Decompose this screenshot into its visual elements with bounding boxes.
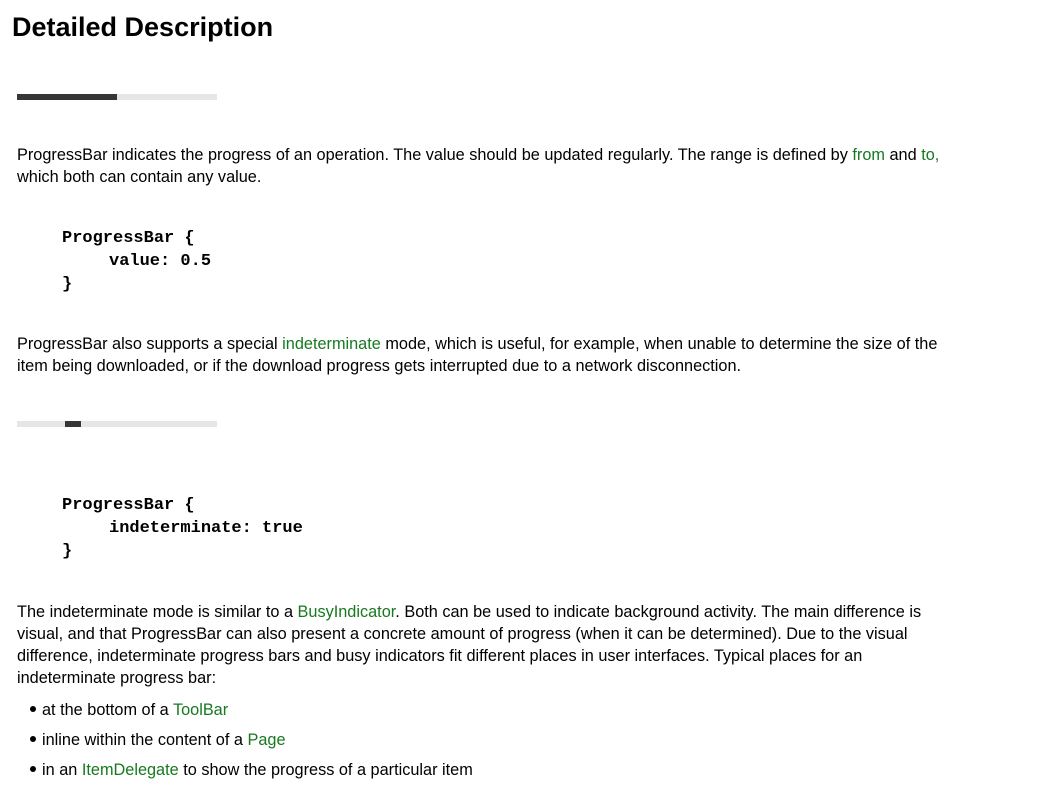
list-item-text: at the bottom of a [42,701,173,719]
link-page[interactable]: Page [247,731,286,749]
indeterminate-text-line-2: item being downloaded, or if the download progress gets interrupted due to a network disconnection. [17,357,742,375]
code-line: ProgressBar { [62,496,195,515]
busy-indicator-paragraph [17,601,921,689]
list-item-text: in an [42,761,82,779]
page-title: Detailed Description [12,12,274,42]
link-busyindicator[interactable]: BusyIndicator [297,603,396,621]
bullet-icon [30,736,36,742]
list-item [30,729,473,759]
link-to[interactable]: to, [921,146,940,164]
code-line: value: 0.5 [109,252,212,271]
list-item [30,699,473,729]
code-line: ProgressBar { [62,229,195,248]
intro-paragraph [17,144,939,188]
bullet-icon [30,706,36,712]
busy-text-line-2: visual, and that ProgressBar can also present a concrete amount of progress (when it can be determined). Due to the visual [17,625,908,643]
code-line: } [62,542,73,561]
busy-text-rest: . Both can be used to indicate background activity. The main difference is [395,603,922,621]
code-snippet-indeterminate [62,494,303,563]
link-from[interactable]: from [852,146,885,164]
link-toolbar[interactable]: ToolBar [172,701,229,719]
list-item [30,759,473,789]
indeterminate-text: ProgressBar also supports a special [17,335,283,353]
indeterminate-progress-indicator [65,421,81,427]
code-snippet-value [62,227,211,296]
determinate-progress-bar [17,94,217,100]
usage-list [30,699,473,789]
busy-text-line-4: indeterminate progress bar: [17,669,217,687]
list-item-text: inline within the content of a [42,731,248,749]
link-itemdelegate[interactable]: ItemDelegate [81,761,179,779]
progress-bar-fill [17,94,117,100]
list-item-text-after: to show the progress of a particular item [178,761,473,779]
code-line: indeterminate: true [109,519,303,538]
intro-text-and: and [884,146,922,164]
busy-text-line-3: difference, indeterminate progress bars and busy indicators fit different places in user interfaces. Typical places for an [17,647,863,665]
indeterminate-paragraph [17,333,937,377]
code-line: } [62,275,73,294]
intro-text: ProgressBar indicates the progress of an operation. The value should be updated regularly. The range is defined by [17,146,853,164]
indeterminate-progress-bar [17,421,217,427]
indeterminate-text-rest: mode, which is useful, for example, when unable to determine the size of the [380,335,938,353]
bullet-icon [30,766,36,772]
intro-text-line-2: which both can contain any value. [17,168,262,186]
link-indeterminate[interactable]: indeterminate [282,335,381,353]
busy-text: The indeterminate mode is similar to a [17,603,298,621]
